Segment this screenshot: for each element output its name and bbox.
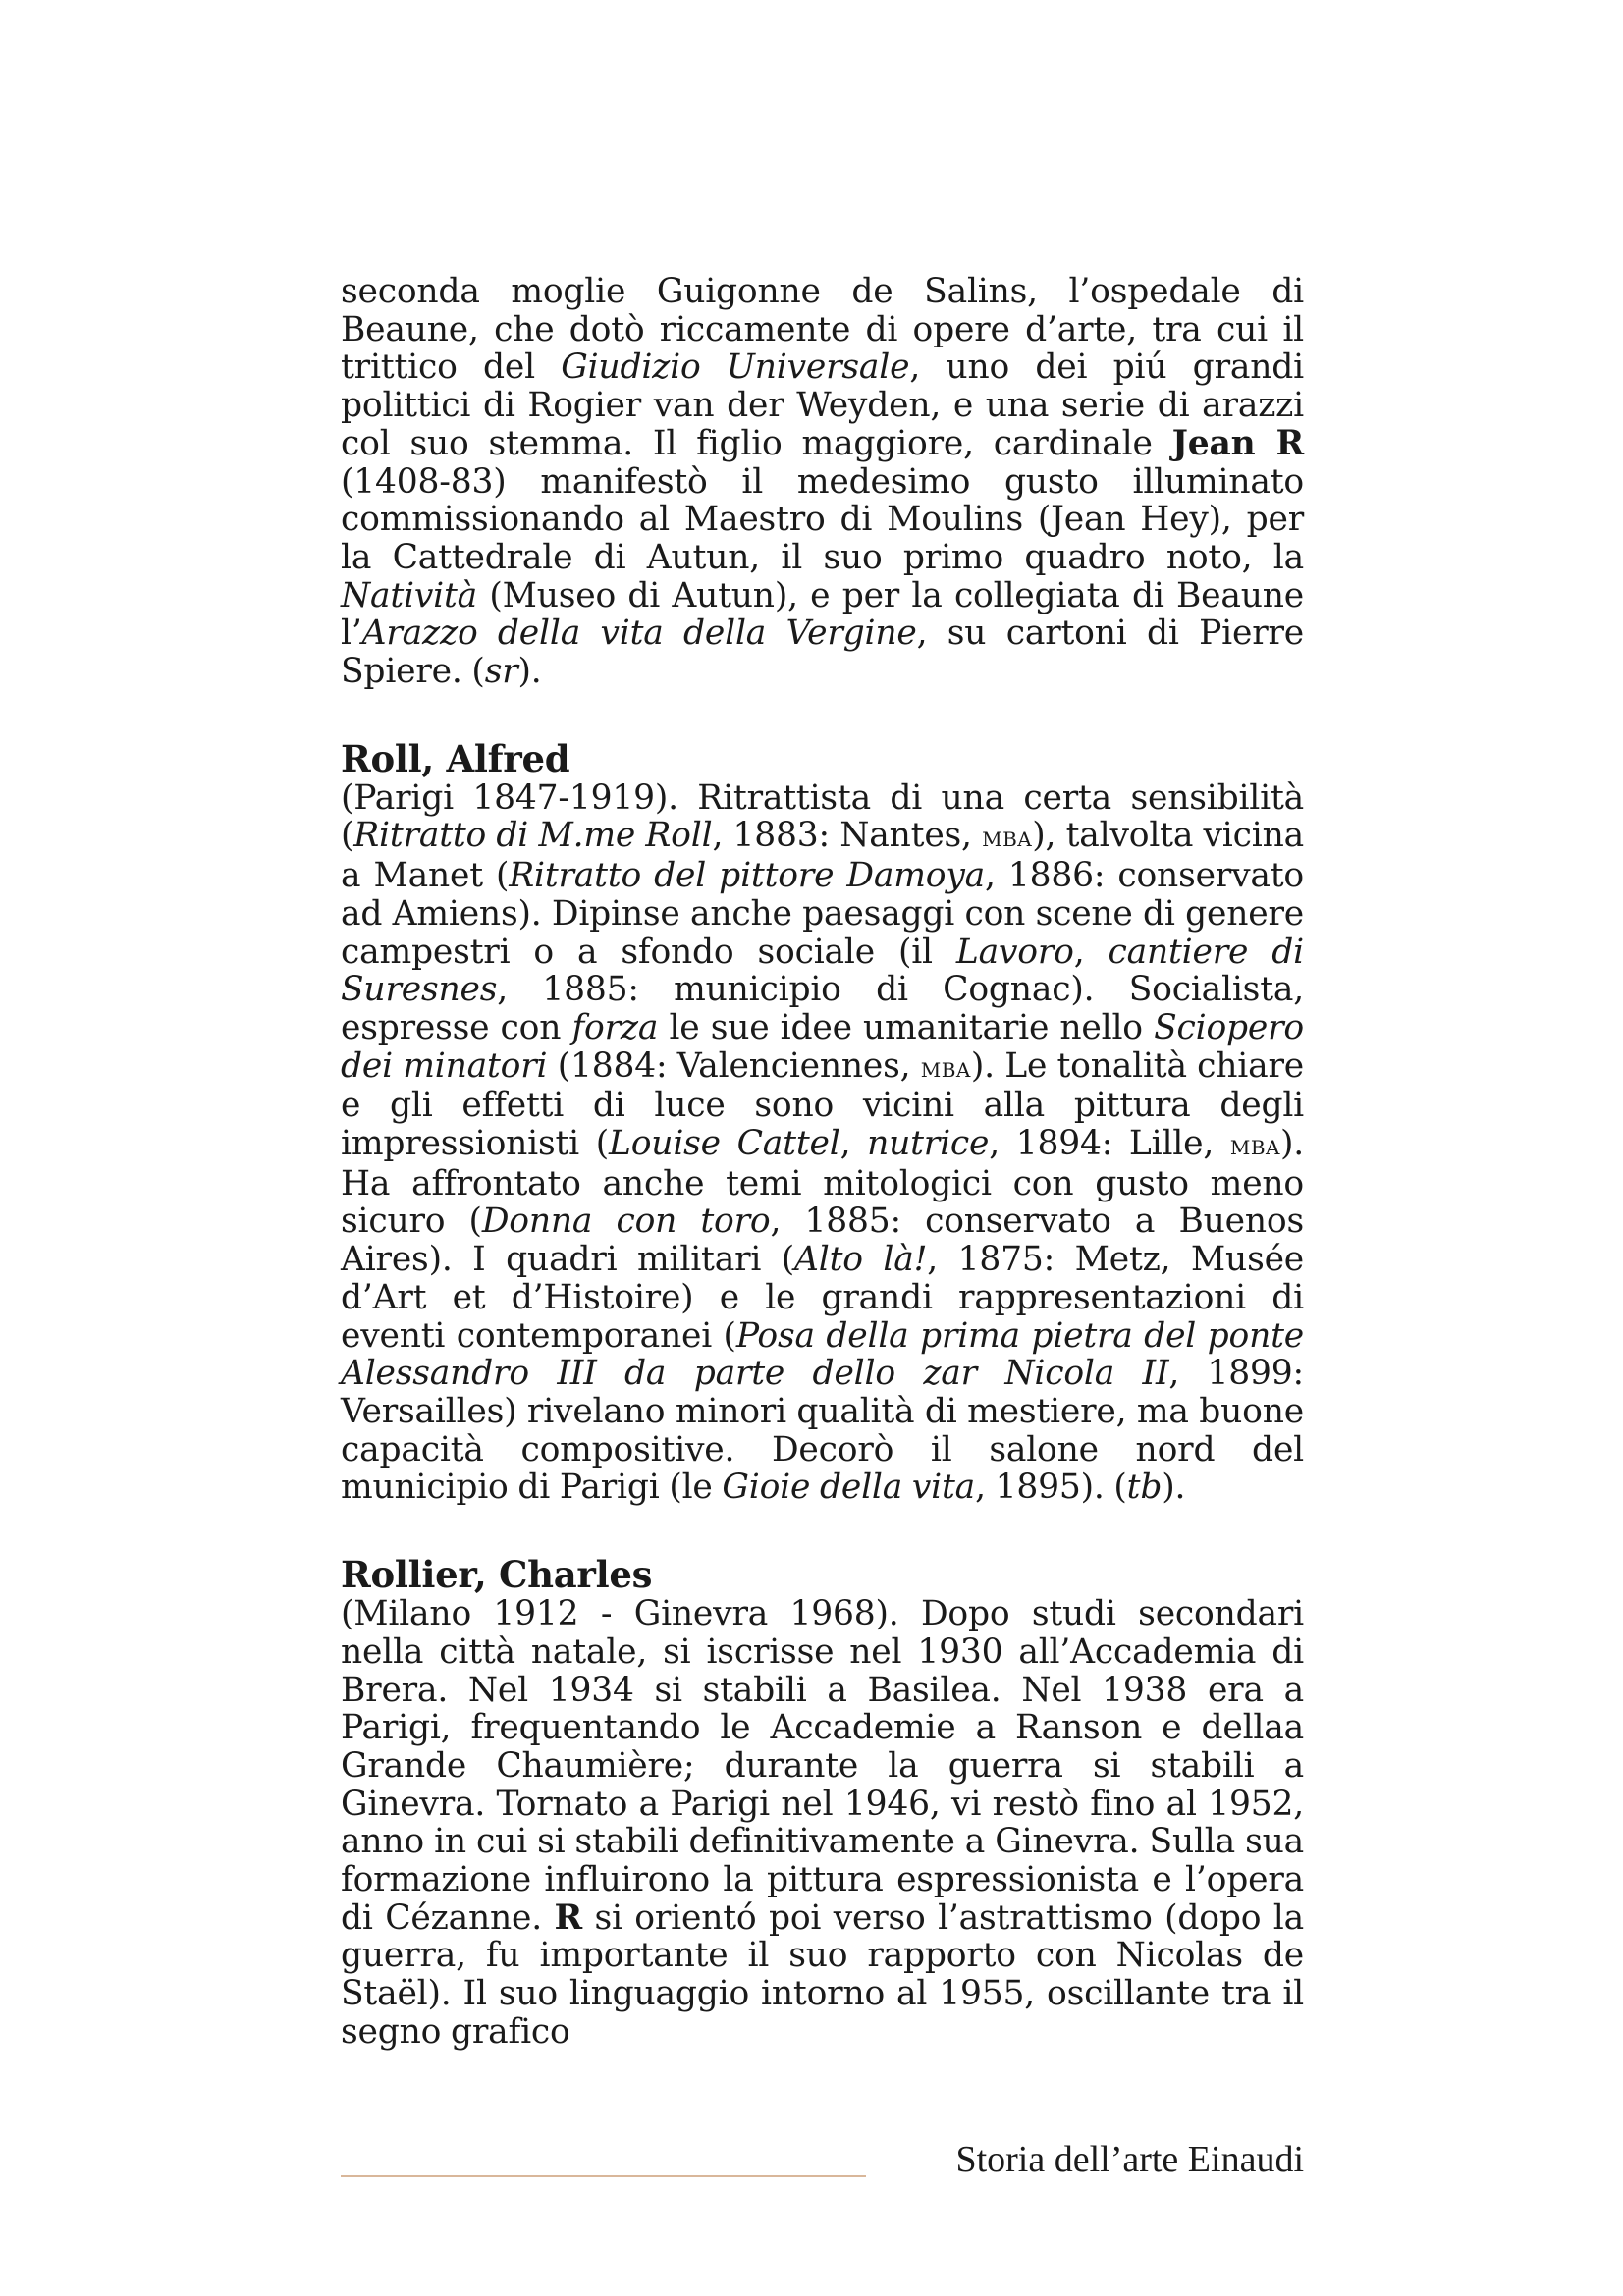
text-run: R [554,1897,582,1938]
text-run: ). Le tonalità chiare e gli effetti di luce sono vicini alla pittura degli impressionisti ( [341,1045,1304,1164]
text-run: , [839,1124,868,1164]
text-run: (Parigi 1847-1919). Ritrattista di una certa sensibilità ( [341,777,1304,856]
text-run: Gioie della vita [722,1468,976,1508]
intro-paragraph [341,273,1304,691]
text-run: (Milano 1912 - Ginevra 1968). Dopo studi secondari nella città natale, si iscrisse nel 1930 all’Accademia di Brera. Nel 1934 si stabili a Basilea. Nel 1938 era a Parigi, frequentando le Accademie a Ranson e dellaa Grande Chaumière; durante la guerra si stabili a Ginevra. Tornato a Parigi nel 1946, vi restò fino al 1952, anno in cui si stabili definitivamente a Ginevra. Sulla sua formazione influirono la pittura espressionista e l’opera di Cézanne. [341,1594,1304,1938]
text-run: seconda moglie Guigonne de Salins, l’ospedale di Beaune, che dotò riccamente di opere d’arte, tra cui il trittico del [341,272,1304,388]
text-run: Donna con toro [481,1201,771,1242]
text-run: forza [571,1007,659,1047]
text-run: Alto là! [794,1240,928,1280]
text-run: Posa della prima pietra del ponte Alessandro III da parte dello zar Nicola II [341,1315,1304,1394]
text-run: mba [982,821,1033,854]
footer-title: Storia dell’arte Einaudi [955,2139,1304,2180]
text-run: Ritratto di M.me Roll [353,816,713,856]
text-run: mba [1229,1129,1280,1162]
text-run: , 1875: Metz, Musée d’Art et d’Histoire) e le grandi rappresentazioni di eventi contemporanei ( [341,1240,1305,1356]
text-run: , [1073,932,1109,972]
entry-body-rollier [341,1595,1304,2051]
text-run: , 1895). ( [975,1468,1127,1508]
text-run: ), talvolta vicina a Manet ( [341,816,1304,896]
text-run: Jean R [1171,423,1304,463]
entry-heading-roll: Roll, Alfred [341,736,570,780]
text-run: tb [1126,1468,1163,1508]
text-run: (Museo di Autun), e per la collegiata di Beaune l’ [341,575,1304,654]
text-run: , su cartoni di Pierre Spiere. ( [341,614,1304,692]
footer-rule [341,2175,866,2177]
entry-heading-rollier: Rollier, Charles [341,1553,653,1597]
text-run: (1884: Valenciennes, [547,1045,921,1086]
entry-body-roll [341,779,1304,1507]
text-run: , 1883: Nantes, [712,816,983,856]
text-run: , 1886: conservato ad Amiens). Dipinse anche paesaggi con scene di genere campestri o a sfondo sociale (il [341,856,1304,972]
page-body [341,273,1304,2052]
text-run: , 1885: conservato a Buenos Aires). I quadri militari ( [341,1201,1304,1280]
text-run: Sciopero dei minatori [341,1007,1305,1086]
text-run: si orientó poi verso l’astrattismo (dopo la guerra, fu importante il suo rapporto con Nicolas de Staël). Il suo linguaggio intorno al 1955, oscillante tra il segno grafico [341,1897,1304,2052]
text-run: Lavoro [955,932,1074,972]
text-run: ). [1162,1468,1186,1508]
text-run: , 1899: Versailles) rivelano minori qualità di mestiere, ma buone capacità compositive. Decorò il salone nord del municipio di Parigi (le [341,1354,1304,1508]
page-footer [341,2137,1304,2186]
text-run: Ritratto del pittore Damoya [509,856,985,896]
text-run: Louise Cattel [609,1124,840,1164]
text-run: Arazzo della vita della Vergine [361,614,917,654]
text-run: ). [517,652,542,692]
text-run: Natività [341,575,478,615]
text-run: sr [484,652,518,692]
text-run: nutrice [867,1124,990,1164]
text-run: ). Ha affrontato anche temi mitologici con gusto meno sicuro ( [341,1124,1304,1242]
text-run: , 1885: municipio di Cognac). Socialista, espresse con [341,970,1304,1047]
text-run: (1408-83) manifestò il medesimo gusto illuminato commissionando al Maestro di Moulins (Jean Hey), per la Cattedrale di Autun, il suo primo quadro noto, la [341,461,1304,577]
text-run: le sue idee umanitarie nello [658,1007,1155,1047]
text-run: cantiere di Suresnes [341,932,1304,1010]
text-run: mba [920,1050,971,1084]
text-run: , uno dei piú grandi polittici di Rogier van der Weyden, e una serie di arazzi col suo stemma. Il figlio maggiore, cardinale [341,347,1304,463]
text-run: , 1894: Lille, [989,1124,1230,1164]
text-run: Giudizio Universale [561,347,910,388]
